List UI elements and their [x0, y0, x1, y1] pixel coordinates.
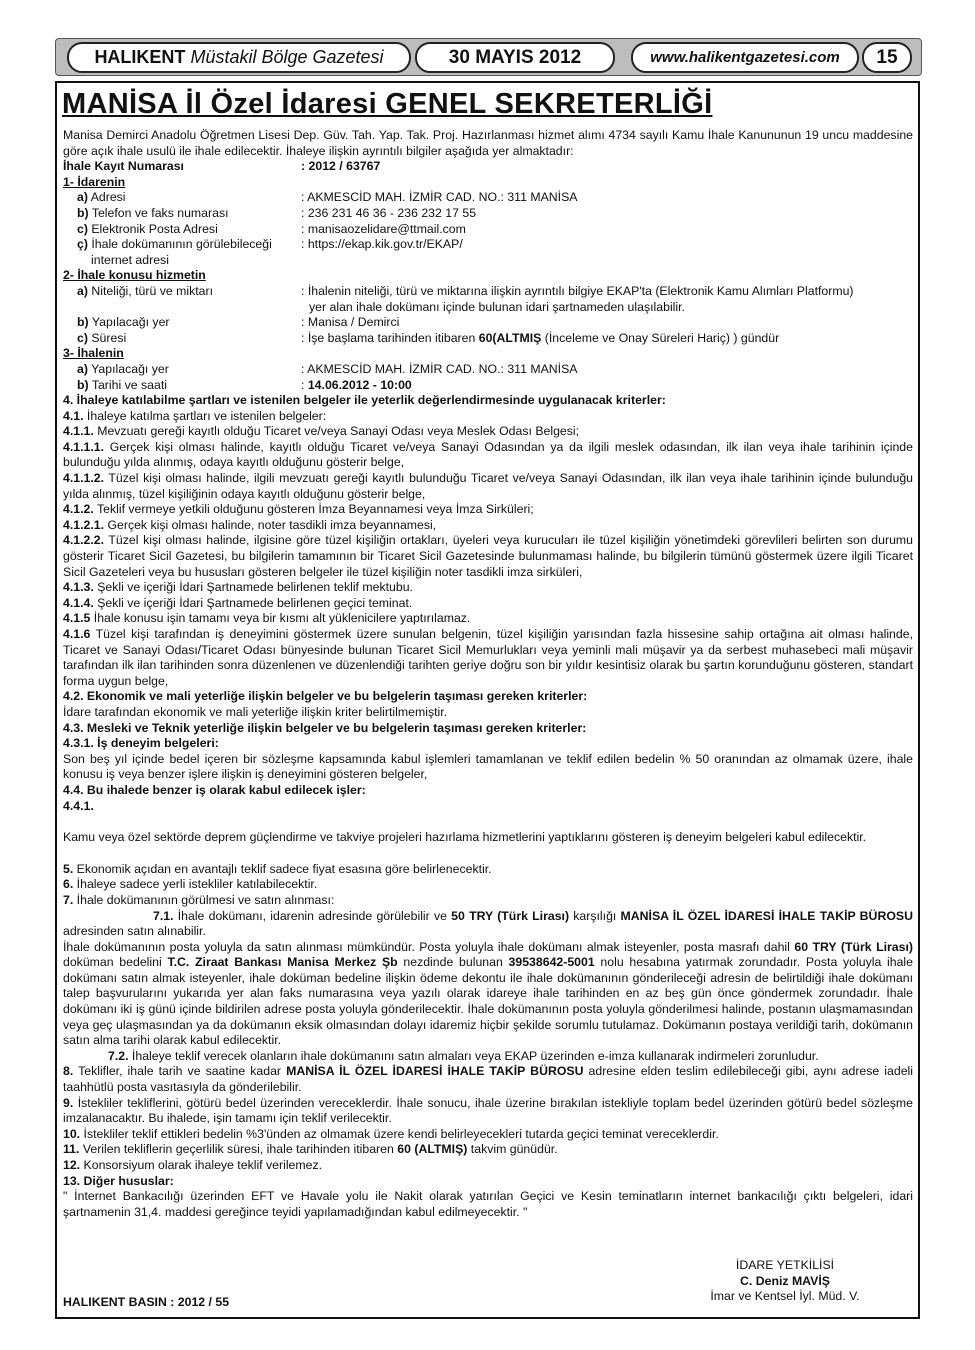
announcement-body: [63, 128, 913, 1220]
press-code: HALIKENT BASIN : 2012 / 55: [63, 1295, 230, 1309]
clause-4-1-2-1: 4.1.2.1. Gerçek kişi olması halinde, noter tasdikli imza beyannamesi,: [63, 517, 437, 532]
clause-7: 7. İhale dokümanının görülmesi ve satın alınması:: [63, 892, 335, 907]
admin-address: a) Adresi : AKMESCİD MAH. İZMİR CAD. NO.: 311 MANİSA: [77, 190, 578, 205]
clause-4-4-1-text: Kamu veya özel sektörde deprem güçlendirme ve takviye projeleri hazırlama hizmetlerini yaptıklarını gösteren iş deneyim belgeleri kabul edilecektir.: [63, 830, 867, 845]
clause-4-1-5: 4.1.5 İhale konusu işin tamamı veya bir kısmı alt yüklenicilere yaptırılamaz.: [63, 611, 471, 626]
clause-4-1-3: 4.1.3. Şekli ve içeriği İdari Şartnamede belirlenen teklif mektubu.: [63, 580, 413, 595]
clause-7-1: 7.1. İhale dokümanı, idarenin adresinde görülebilir ve 50 TRY (Türk Lirası) karşılığı MANİSA İL ÖZEL İDARESİ İHALE TAKİP BÜROSU adresinden satın alınabilir.: [63, 908, 913, 939]
admin-website: ç) İhale dokümanının görülebileceği : https://ekap.kik.gov.tr/EKAP/: [77, 237, 463, 252]
clause-7-1-postal: İhale dokümanının posta yoluyla da satın alınması mümkündür. Posta yoluyla ihale dokümanı almak isteyenler, posta masrafı dahil 60 TRY (Türk Lirası) doküman bedelini T.C. Ziraat Bankası Manisa Merkez Şb nezdinde bulunan 39538642-5001 nolu hesabına yatırmak zorundadır. Posta yoluyla ihale dokümanı satın almak isteyenler, ihale doküman bedeline ilişkin ödeme dekontu ile ihale dokümanının gönderileceği adresin de belirtildiği ihale dokümanı talep başvurularını yukarıda yer alan faks numarasına veya yazılı olarak idareye ihale tarihinden en az beş gün önce göndermek zorundadır. İhale dokümanı iki iş günü içinde bildirilen adrese posta yoluyla gönderilecektir. İhale dokümanının posta yoluyla gönderilmesi halinde, postanın ulaşmamasından veya geç ulaşmasından ya da dokümanın eksik olmasından dolayı idaremiz hiçbir şekilde sorumlu tutulamaz. Dokümanın postaya verildiği tarih, dokümanın satın alma tarihi olarak kabul edilecektir.: [63, 939, 913, 1048]
clause-4-1-1: 4.1.1. Mevzuatı gereği kayıtlı olduğu Ticaret ve/veya Sanayi Odası veya Meslek Odası Belgesi;: [63, 424, 580, 439]
service-location: b) Yapılacağı yer : Manisa / Demirci: [77, 315, 400, 330]
signature-title: İDARE YETKİLİSİ: [735, 1258, 835, 1272]
clause-4-1-2: 4.1.2. Teklif vermeye yetkili olduğunu gösteren İmza Beyannamesi veya İmza Sirküleri;: [63, 502, 534, 517]
clause-4-2-text: İdare tarafından ekonomik ve mali yeterliğe ilişkin kriter belirtilmemiştir.: [63, 704, 448, 719]
clause-4-1-4: 4.1.4. Şekli ve içeriği İdari Şartnamede belirlenen geçici teminat.: [63, 595, 413, 610]
clause-9: 9. İstekliler tekliflerini, götürü bedel üzerinden vereceklerdir. İhale sonucu, ihale üzerine bırakılan istekliyle toplam bedel üzerinden götürü bedel sözleşme imzalanacaktır. Bu ihalede, işin tamamı için teklif verilecektir.: [63, 1095, 913, 1126]
signature-position: İmar ve Kentsel İyl. Müd. V.: [710, 1289, 860, 1304]
clause-4-1-1-2: 4.1.1.2. Tüzel kişi olması halinde, ilgili mevzuatı gereği kayıtlı bulunduğu Ticaret ve/veya Sanayi Odasından, ilk ilan veya ihale tarihinin içinde bulunduğu yılda alınmış, tüzel kişiliğinin odaya kayıtlı olduğunu gösterir belge,: [63, 471, 913, 501]
section-2-heading: 2- İhale konusu hizmetin: [63, 268, 206, 283]
section-1-heading: 1- İdarenin: [63, 174, 126, 189]
clause-4-1-2-2: 4.1.2.2. Tüzel kişi olması halinde, ilgisine göre tüzel kişiliğin ortakları, üyeleri veya kurucuları ile tüzel kişiliğin yönetimdeki görevlileri belirten son durumu gösterir Ticaret Sicil Gazetesi, bu bilgilerin tamamının bir Ticaret Sicil Gazetesinde bulunmaması halinde, bu bilgilerin tümünü göstermek üzere ilgili Ticaret Sicil Gazeteleri veya bu hususları gösteren belgeler ile tüzel kişiliğin noter tasdikli imza sirküleri,: [63, 533, 913, 579]
registration-number: İhale Kayıt Numarası : 2012 / 63767: [63, 159, 381, 174]
service-duration: c) Süresi : İşe başlama tarihinden itibaren 60(ALTMIŞ (İnceleme ve Onay Süreleri Hariç) ) gündür: [77, 330, 780, 345]
intro-text: Manisa Demirci Anadolu Öğretmen Lisesi Dep. Güv. Tah. Yap. Tak. Proj. Hazırlanması hizmet alımı 4734 sayılı Kamu İhale Kanununun 19 uncu maddesine göre açık ihale usulü ile ihale edilecektir. İhaleye ilişkin ayrıntılı bilgiler aşağıda yer almaktadır:: [63, 128, 913, 158]
clause-13-text: " İnternet Bankacılığı üzerinden EFT ve Havale yolu ile Nakit olarak yatırılan Geçici ve Kesin teminatların internet bankacılığı çıktı belgeleri, idari şartnamenin 31,4. maddesi gereğince teyidi yapılamadığından kabul edilmeyecektir. ": [63, 1189, 913, 1219]
clause-11: 11. Verilen tekliflerin geçerlilik süresi, ihale tarihinden itibaren 60 (ALTMIŞ) takvim günüdür.: [63, 1142, 558, 1157]
clause-8: 8. Teklifler, ihale tarih ve saatine kadar MANİSA İL ÖZEL İDARESİ İHALE TAKİP BÜROSU adresine elden teslim edilebileceği gibi, aynı adrese iadeli taahhütlü posta vasıtasıyla da gönderilebilir.: [63, 1064, 913, 1095]
clause-13-heading: 13. Diğer hususlar:: [63, 1173, 174, 1188]
admin-phone: b) Telefon ve faks numarası : 236 231 46 36 - 236 232 17 55: [77, 205, 477, 220]
announcement-title: MANİSA İl Özel İdaresi GENEL SEKRETERLİĞİ: [62, 88, 713, 120]
clause-4-1-6: 4.1.6 Tüzel kişi tarafından iş deneyimini göstermek üzere sunulan belgenin, tüzel kişiliğin yarısından fazla hissesine sahip ortağına ait olması halinde, Ticaret ve Sanayi Odası/Ticaret Odası bünyesinde bulunan Ticaret Sicil Memurlukları veya yeminli mali müşavir ya da serbest muhasebeci mali müşavir tarafından ilk ilan tarihinden sonra düzenlenen ve düzenlendiği tarihten geriye doğru son bir yıldır kesintisiz olarak bu şartın korunduğunu gösteren, standart forma uygun belge,: [63, 627, 913, 688]
clause-4-1-1-1: 4.1.1.1. Gerçek kişi olması halinde, kayıtlı olduğu Ticaret ve/veya Sanayi Odasından ya da ilgili meslek odasından, ilk ilan veya ihale tarihinin içinde bulunduğu yılda alınmış, odaya kayıtlı olduğunu gösterir belge,: [63, 439, 913, 470]
section-3-heading: 3- İhalenin: [63, 346, 124, 361]
clause-4-4-heading: 4.4. Bu ihalede benzer iş olarak kabul edilecek işler:: [63, 782, 366, 797]
tender-location: a) Yapılacağı yer : AKMESCİD MAH. İZMİR CAD. NO.: 311 MANİSA: [77, 361, 578, 376]
service-nature: a) Niteliği, türü ve miktarı : İhalenin niteliği, türü ve miktarına ilişkin ayrıntılı bilgiye EKAP'ta (Elektronik Kamu Alımları Platformu): [77, 283, 854, 298]
admin-email: c) Elektronik Posta Adresi : manisaozelidare@ttmail.com: [77, 221, 466, 236]
website-link[interactable]: www.halikentgazetesi.com: [631, 42, 859, 73]
page-number: 15: [862, 42, 912, 73]
clause-4-3-1-heading: 4.3.1. İş deneyim belgeleri:: [63, 736, 219, 751]
clause-7-2: 7.2. İhaleye teklif verecek olanların ihale dokümanını satın almaları veya EKAP üzerinden e-imza kullanarak indirmeleri zorunludur.: [108, 1048, 819, 1063]
clause-6: 6. İhaleye sadece yerli istekliler katılabilecektir.: [63, 877, 318, 892]
service-nature-cont: yer alan ihale dokümanı içinde bulunan idari şartnameden ulaşılabilir.: [309, 299, 685, 314]
section-4-heading: 4. İhaleye katılabilme şartları ve istenilen belgeler ile yeterlik değerlendirmesinde uygulanacak kriterler:: [63, 393, 666, 408]
clause-10: 10. İstekliler teklif ettikleri bedelin %3'ünden az olmamak üzere kendi belirleyecekleri tutarda geçici teminat vereceklerdir.: [63, 1126, 719, 1141]
clause-4-1: 4.1. İhaleye katılma şartları ve istenilen belgeler:: [63, 408, 327, 423]
signature-block: [700, 1258, 870, 1305]
clause-5: 5. Ekonomik açıdan en avantajlı teklif sadece fiyat esasına göre belirlenecektir.: [63, 861, 492, 876]
signature-name: C. Deniz MAVİŞ: [740, 1273, 830, 1288]
clause-12: 12. Konsorsiyum olarak ihaleye teklif verilemez.: [63, 1158, 323, 1172]
clause-4-3-1-text: Son beş yıl içinde bedel içeren bir sözleşme kapsamında kabul işlemleri tamamlanan ve teklif edilen bedelin % 50 oranından az olmamak üzere, ihale konusu iş veya benzer işlere ilişkin iş deneyimini gösteren belgeler,: [63, 751, 913, 782]
newspaper-name: HALIKENT Müstakil Bölge Gazetesi: [67, 42, 411, 73]
clause-4-2-heading: 4.2. Ekonomik ve mali yeterliğe ilişkin belgeler ve bu belgelerin taşıması gereken kriterler:: [63, 689, 588, 704]
clause-4-4-1-heading: 4.4.1.: [63, 798, 94, 813]
clause-4-3-heading: 4.3. Mesleki ve Teknik yeterliğe ilişkin belgeler ve bu belgelerin taşıması gereken kriterler:: [63, 720, 587, 735]
tender-datetime: b) Tarihi ve saati : 14.06.2012 - 10:00: [77, 377, 412, 392]
admin-website-label-cont: internet adresi: [91, 252, 169, 267]
issue-date: 30 MAYIS 2012: [415, 42, 615, 73]
